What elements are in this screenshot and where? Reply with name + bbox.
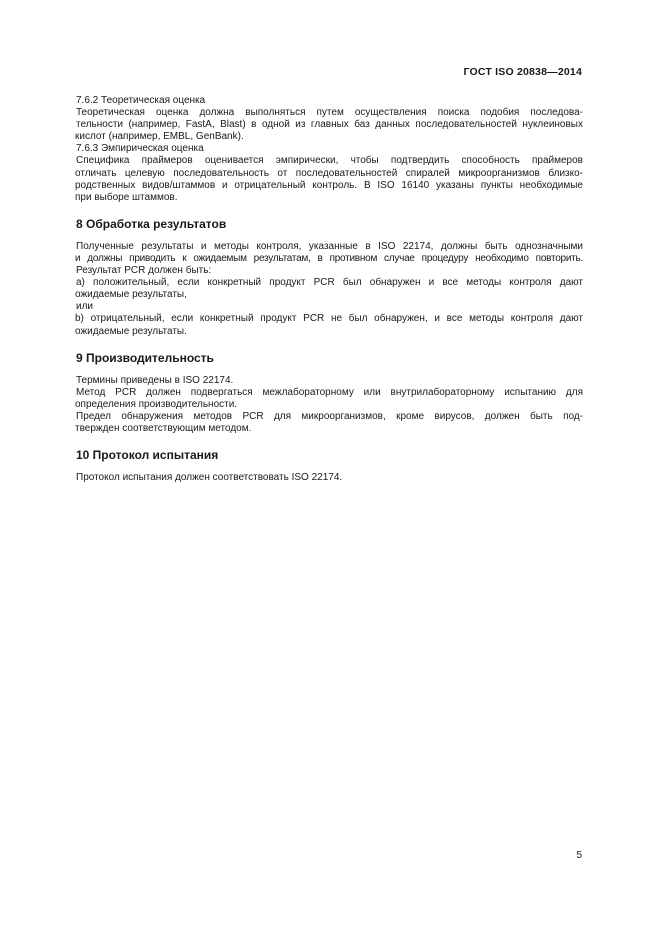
page-content	[76, 95, 583, 484]
text-line-or: или	[76, 301, 94, 313]
subsection-7-6-3	[76, 143, 583, 203]
list-item-b: b) отрицательный, если конкретный продукт PCR не был обнаружен, и все методы контроля дают	[75, 313, 583, 325]
document-code: ГОСТ ISO 20838—2014	[463, 66, 582, 78]
subsection-title: 7.6.2 Теоретическая оценка	[76, 95, 206, 106]
text-line: ожидаемые результаты.	[75, 325, 187, 337]
section-9-body	[76, 375, 583, 435]
text-line: Протокол испытания должен соответствовать ISO 22174.	[76, 472, 343, 484]
text-line: и должны приводить к ожидаемым результатам, в противном случае процедуру необходимо повторить.	[75, 252, 583, 264]
text-line: твержден соответствующим методом.	[75, 422, 252, 434]
section-heading-8: 8 Обработка результатов	[76, 216, 227, 231]
section-10-body	[76, 472, 583, 484]
text-line: Метод PCR должен подвергаться межлабораторному или внутрилабораторному испытанию для	[76, 386, 583, 398]
text-line: кислот (например, EMBL, GenBank).	[75, 131, 244, 143]
text-line: тельности (например, FastA, Blast) в одной из главных баз данных последовательностей нуклеиновых	[76, 119, 583, 131]
page-number: 5	[576, 850, 582, 861]
section-heading-10: 10 Протокол испытания	[76, 448, 219, 463]
subsection-title: 7.6.3 Эмпирическая оценка	[76, 143, 204, 155]
list-item-a: a) положительный, если конкретный продукт PCR был обнаружен и все методы контроля дают	[76, 277, 583, 289]
text-line: отличать целевую последовательность от последовательностей спиралей микроорганизмов близко-	[75, 167, 583, 179]
section-8-body	[76, 241, 583, 338]
text-line: определения производительности.	[75, 398, 238, 410]
section-heading-9: 9 Производительность	[76, 350, 214, 365]
text-line: Полученные результаты и методы контроля, указанные в ISO 22174, должны быть однозначными	[76, 240, 583, 252]
text-line: Результат PCR должен быть:	[76, 265, 212, 277]
text-line: Специфика праймеров оценивается эмпирически, чтобы подтвердить способность праймеров	[76, 155, 583, 167]
text-line: Предел обнаружения методов PCR для микроорганизмов, кроме вирусов, должен быть под-	[76, 410, 583, 422]
text-line: родственных видов/штаммов и отрицательный контроль. В ISO 16140 указаны пункты необходимые	[75, 179, 583, 191]
subsection-7-6-2	[76, 95, 583, 143]
text-line: Теоретическая оценка должна выполняться путем осуществления поиска подобия последова-	[76, 107, 583, 119]
text-line: при выборе штаммов.	[75, 191, 178, 203]
text-line: Термины приведены в ISO 22174.	[76, 374, 234, 386]
text-line: ожидаемые результаты,	[75, 289, 187, 301]
